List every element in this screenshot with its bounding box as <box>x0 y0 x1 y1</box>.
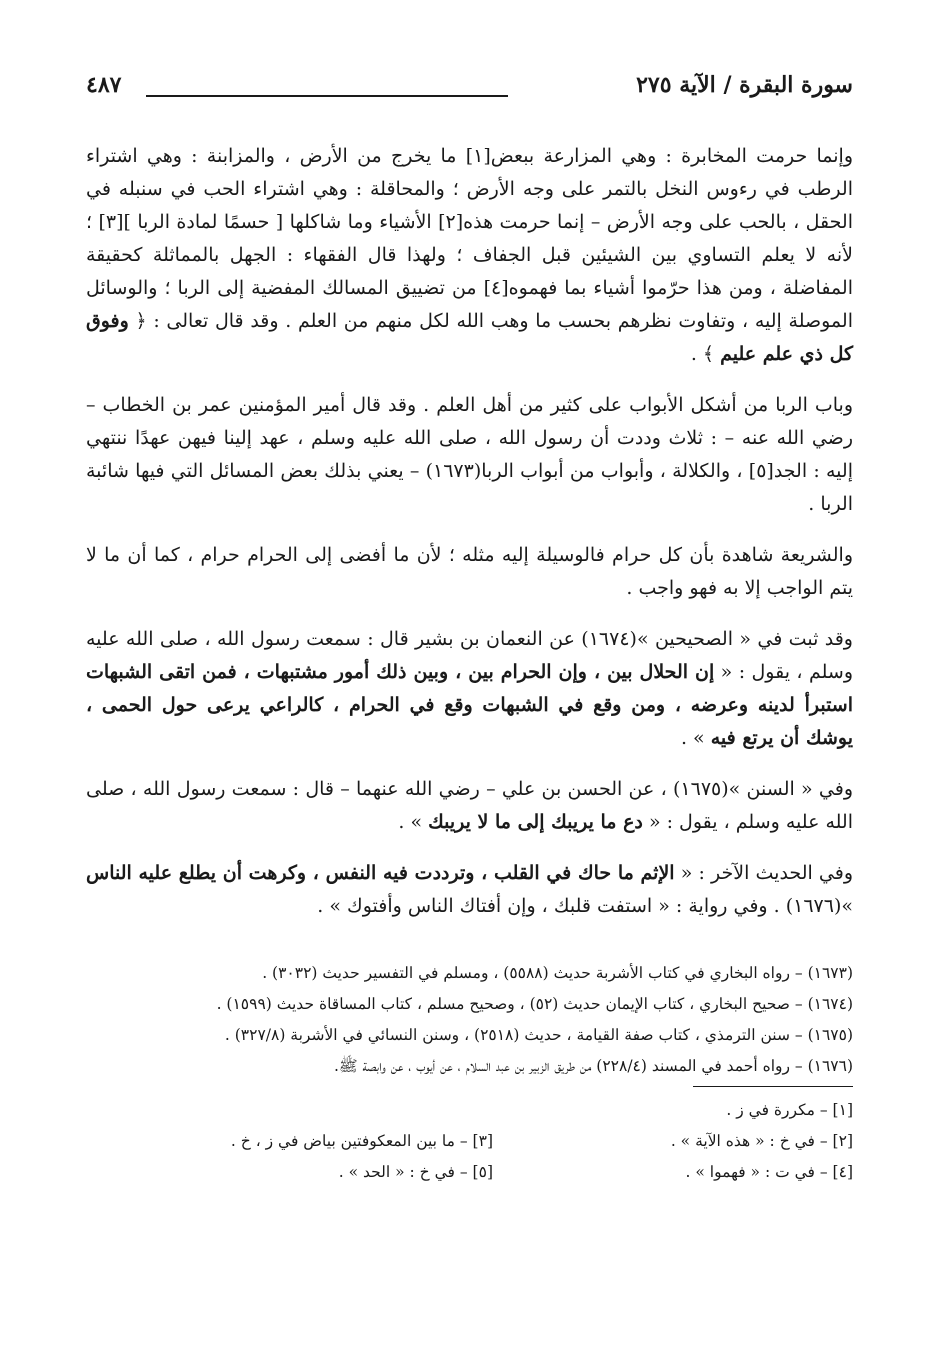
paragraph: وباب الربا من أشكل الأبواب على كثير من أهل العلم . وقد قال أمير المؤمنين عمر بن الخطاب – رضي الله عنه – : ثلاث وددت أن رسول الله ، صلى الله عليه وسلم ، عهد إلينا فيهن عهدًا ننتهي إليه : الجد[٥] ، والكلالة ، وأبواب من أبواب الربا(١٦٧٣) – يعني بذلك بعض المسائل التي فيها شائبة الربا . <box>86 394 853 515</box>
variant-note: [٤] – في ت : « فهموا » . <box>685 1163 853 1181</box>
paragraph: وفي « السنن »(١٦٧٥) ، عن الحسن بن علي – رضي الله عنهما – قال : سمعت رسول الله ، صلى الله عليه وسلم ، يقول : « دع ما يريبك إلى ما لا يريبك » . <box>86 778 853 833</box>
footnote-rule <box>693 1086 853 1087</box>
variant-note: [٢] – في خ : « هذه الآية » . <box>670 1132 853 1150</box>
manuscript-variants <box>86 1095 853 1188</box>
paragraph: وقد ثبت في « الصحيحين »(١٦٧٤) عن النعمان بن بشير قال : سمعت رسول الله ، صلى الله عليه وسلم ، يقول : « إن الحلال بين ، وإن الحرام بين ، وبين ذلك أمور مشتبهات ، فمن اتقى الشبهات استبرأ لدينه وعرضه ، ومن وقع في الشبهات وقع في الحرام ، كالراعي يرعى حول الحمى ، يوشك أن يرتع فيه » . <box>86 628 854 749</box>
page-header <box>86 60 853 100</box>
running-title: سورة البقرة / الآية ٢٧٥ <box>636 72 853 98</box>
paragraph: والشريعة شاهدة بأن كل حرام فالوسيلة إليه مثله ؛ لأن ما أفضى إلى الحرام حرام ، كما أن ما لا يتم الواجب إلا به فهو واجب . <box>86 544 853 599</box>
footnote: (١٦٧٦) – رواه أحمد في المسند (٢٢٨/٤) من طريق الزبير بن عبد السلام ، عن أيوب ، عن وابصة ﷺ. <box>333 1057 853 1075</box>
header-rule <box>146 95 508 97</box>
variant-note: [٣] – ما بين المعكوفتين بياض في ز ، خ . <box>230 1132 493 1150</box>
paragraph: وإنما حرمت المخابرة : وهي المزارعة ببعض[١] ما يخرج من الأرض ، والمزابنة : وهي اشتراء الرطب في رءوس النخل بالتمر على وجه الأرض ؛ والمحاقلة : وهي اشتراء الحب في سنبله في الحقل ، بالحب على وجه الأرض – إنما حرمت هذه[٢] الأشياء وما شاكلها [ حسمًا لمادة الربا ][٣] ؛ لأنه لا يعلم التساوي بين الشيئين قبل الجفاف ؛ ولهذا قال الفقهاء : الجهل بالمماثلة كحقيقة المفاضلة ، ومن هذا حرّموا أشياء بما فهموه[٤] من تضييق المسالك المفضية إلى الربا ؛ والوسائل الموصلة إليه ، وتفاوت نظرهم بحسب ما وهب الله لكل منهم من العلم . وقد قال تعالى : ﴿ وفوق كل ذي علم عليم ﴾ . <box>86 145 854 365</box>
main-text <box>86 140 853 941</box>
paragraph: وفي الحديث الآخر : « الإثم ما حاك في القلب ، وترددت فيه النفس ، وكرهت أن يطلع عليه الناس »(١٦٧٦) . وفي رواية : « استفت قلبك ، وإن أفتاك الناس وأفتوك » . <box>86 862 853 917</box>
footnote: (١٦٧٣) – رواه البخاري في كتاب الأشربة حديث (٥٥٨٨) ، ومسلم في التفسير حديث (٣٠٣٢) . <box>262 964 853 982</box>
variant-note: [١] – مكررة في ز . <box>726 1101 853 1119</box>
footnote: (١٦٧٥) – سنن الترمذي ، كتاب صفة القيامة ، حديث (٢٥١٨) ، وسنن النسائي في الأشربة (٣٢٧/٨) . <box>224 1026 853 1044</box>
footnote: (١٦٧٤) – صحيح البخاري ، كتاب الإيمان حديث (٥٢) ، وصحيح مسلم ، كتاب المساقاة حديث (١٥٩٩) . <box>216 995 853 1013</box>
variant-note: [٥] – في خ : « الحد » . <box>338 1163 493 1181</box>
footnotes <box>86 958 853 1188</box>
page-number: ٤٨٧ <box>86 72 122 98</box>
